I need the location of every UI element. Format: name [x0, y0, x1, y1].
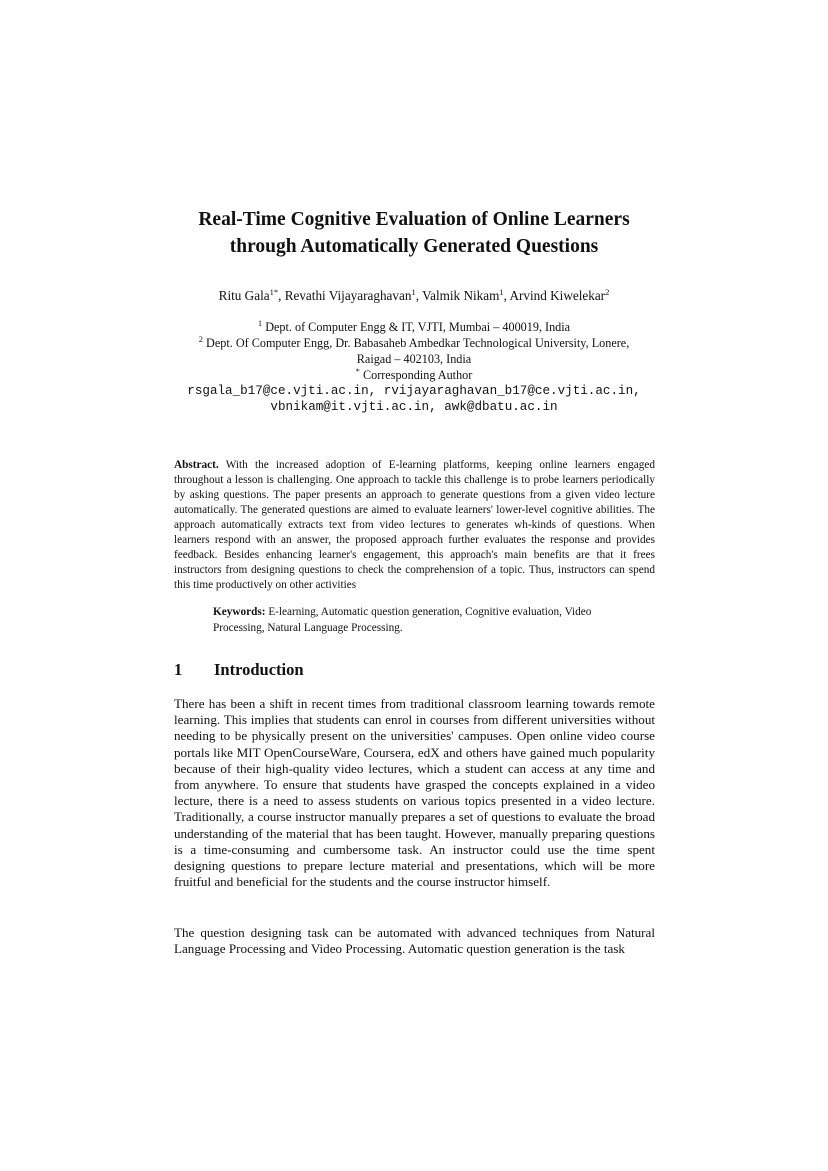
- author-separator: ,: [415, 288, 423, 303]
- author-name: Valmik Nikam: [422, 288, 500, 303]
- abstract-label: Abstract.: [174, 459, 219, 471]
- author-emails-line-1: rsgala_b17@ce.vjti.ac.in, rvijayaraghavan_b17@ce.vjti.ac.in,: [187, 384, 641, 398]
- body-paragraph: The question designing task can be automated with advanced techniques from Natural Language Processing and Video Processing. Automatic question generation is the task: [174, 925, 655, 957]
- affiliation-1: [100, 319, 728, 335]
- affiliations: [100, 319, 728, 415]
- author-separator: ,: [278, 288, 285, 303]
- corresponding-text: Corresponding Author: [359, 368, 473, 382]
- affiliation-text: Dept. Of Computer Engg, Dr. Babasaheb Ambedkar Technological University, Lonere,: [202, 336, 630, 350]
- affiliation-2: [100, 335, 728, 351]
- body-paragraph: There has been a shift in recent times from traditional classroom learning towards remote learning. This implies that students can enrol in courses from different universities without needing to be physically present on the universities' campuses. Open online video course portals like MIT OpenCourseWare, Coursera, edX and others have gained much popularity because of their high-quality video lectures, which a student can access at any time and from anywhere. To ensure that students have grasped the concepts explained in a video lecture, there is a need to assess students on various topics presented in a video lecture. Traditionally, a course instructor manually prepares a set of questions to evaluate the broad understanding of the material that has been taught. However, manually preparing questions is a time-consuming and cumbersome task. An instructor could use the time spent designing questions to prepare lecture material and presentations, which will be more fruitful and beneficial for the students and the course instructor himself.: [174, 696, 655, 890]
- author-affiliation-mark: 2: [605, 287, 610, 297]
- author-separator: ,: [503, 288, 510, 303]
- section-title: Introduction: [214, 660, 304, 679]
- corresponding-author: [100, 367, 728, 383]
- keywords-label: Keywords:: [213, 606, 266, 618]
- author-affiliation-mark: 1: [499, 287, 504, 297]
- affiliation-2-cont: Raigad – 402103, India: [356, 352, 472, 366]
- author-affiliation-mark: 1: [411, 287, 416, 297]
- title-line-1: Real-Time Cognitive Evaluation of Online Learners: [198, 209, 630, 230]
- keywords: [213, 604, 633, 636]
- affiliation-mark: 1: [257, 318, 263, 328]
- keywords-text: E-learning, Automatic question generation, Cognitive evaluation, Video Processing, Natural Language Processing.: [213, 606, 592, 634]
- title-line-2: through Automatically Generated Questions: [229, 236, 599, 257]
- author-name: Revathi Vijayaraghavan: [284, 288, 412, 303]
- author-name: Ritu Gala: [218, 288, 270, 303]
- corresponding-mark: *: [355, 366, 360, 376]
- section-heading: [174, 660, 304, 680]
- author-name: Arvind Kiwelekar: [509, 288, 606, 303]
- paper-title: [100, 206, 728, 260]
- section-number: 1: [174, 660, 183, 679]
- author-list: [100, 287, 728, 305]
- affiliation-text: Dept. of Computer Engg & IT, VJTI, Mumbai – 400019, India: [262, 320, 571, 334]
- author-emails-line-2: vbnikam@it.vjti.ac.in, awk@dbatu.ac.in: [270, 400, 558, 414]
- abstract: [174, 458, 655, 593]
- affiliation-mark: 2: [198, 334, 203, 344]
- abstract-text: With the increased adoption of E-learning platforms, keeping online learners engaged throughout a lesson is challenging. One approach to tackle this challenge is to probe learners periodically by asking questions. The paper presents an approach to generate questions from a given video lecture automatically. The generated questions are aimed to evaluate learners' lower-level cognitive abilities. The approach automatically extracts text from video lectures to generates wh-kinds of questions. When learners respond with an answer, the proposed approach further evaluates the response and provides feedback. Besides enhancing learner's engagement, this approach's main benefits are that it frees instructors from designing questions to check the comprehension of a topic. Thus, instructors can spend this time productively on other activities: [174, 459, 655, 591]
- author-affiliation-mark: 1*: [269, 287, 279, 297]
